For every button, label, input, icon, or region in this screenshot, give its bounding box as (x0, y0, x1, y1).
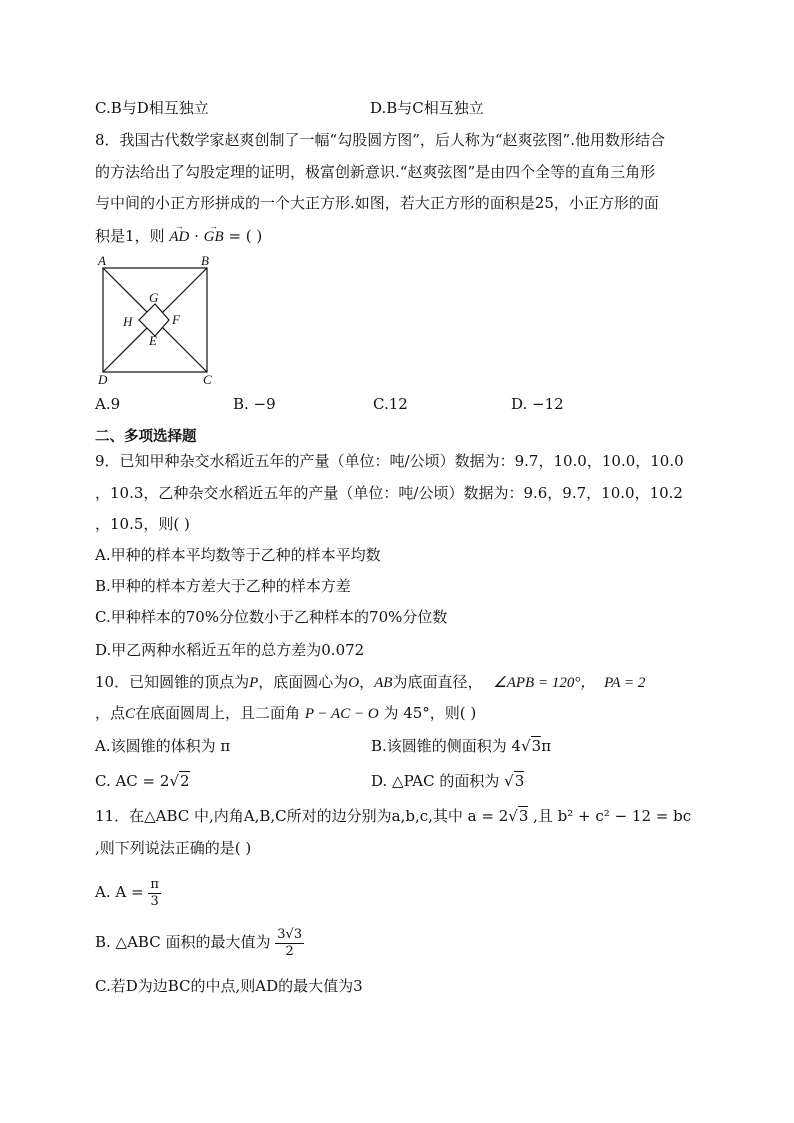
q9-stem-line2: ，10.3，乙种杂交水稻近五年的产量（单位：吨/公顷）数据为：9.6，9.7，10.0，10.2 (95, 484, 683, 502)
q10-option-a: A.该圆锥的体积为 π (95, 737, 231, 755)
q11-option-c: C.若D为边BC的中点,则AD的最大值为3 (95, 977, 363, 995)
q10-text-f: 在底面圆周上，且二面角 (135, 704, 305, 722)
q10-var-p: P (249, 675, 259, 691)
dot-product-symbol: · (194, 227, 199, 245)
q8-stem-line1: 8．我国古代数学家赵爽创制了一幅“勾股圆方图”，后人称为“赵爽弦图”.他用数形结合 (95, 131, 665, 149)
q8-stem-line2: 的方法给出了勾股定理的证明，极富创新意识.“赵爽弦图”是由四个全等的直角三角形 (95, 163, 656, 181)
q11-option-b (95, 923, 304, 961)
q11-option-b-denominator: 2 (285, 943, 294, 959)
q10-option-d-radicand: 3 (514, 772, 525, 790)
q10-option-b-radicand: 3 (531, 737, 542, 755)
q10-text-c: ， (359, 673, 375, 691)
q8-stem-line4 (95, 226, 262, 247)
q10-text-g: 为 45°，则( ) (378, 704, 477, 722)
q11-option-b-text: B. △ABC 面积的最大值为 (95, 933, 271, 951)
q11-text-a: 11．在△ABC 中,内角A,B,C所对的边分别为a,b,c,其中 a = 2 (95, 807, 509, 825)
q10-dihedral: P − AC − O (304, 706, 379, 722)
vector-gb: → GB (204, 227, 224, 247)
q11-stem-line1: 11．在△ABC 中,内角A,B,C所对的边分别为a,b,c,其中 a = 2√3 ,且 b² + c² − 12 = bc (95, 807, 692, 825)
q8-answer-blank: = ( ) (228, 227, 263, 245)
q11-option-a-numerator: π (150, 876, 159, 892)
q10-var-o: O (348, 675, 360, 691)
q9-option-d: D.甲乙两种水稻近五年的总方差为0.072 (95, 641, 365, 659)
q11-option-a-text: A. A = (95, 883, 144, 901)
q10-option-d: D. △PAC 的面积为 √3 (371, 772, 525, 790)
q10-stem-line1 (95, 672, 645, 693)
q10-option-c-radicand: 2 (180, 772, 190, 790)
q8-option-c: C.12 (373, 395, 408, 413)
q10-stem-line2 (95, 703, 476, 724)
q10-text-b: ，底面圆心为 (258, 673, 349, 691)
q9-option-b: B.甲种的样本方差大于乙种的样本方差 (95, 577, 351, 595)
zhao-shuang-figure (92, 254, 222, 386)
label-g: G (149, 290, 159, 305)
q11-radicand: 3 (518, 807, 529, 825)
q9-stem-line3: ，10.5，则( ) (95, 515, 190, 533)
label-d: D (98, 372, 108, 386)
q10-option-d-text: D. △PAC 的面积为 (371, 772, 505, 790)
q10-option-b-text: B.该圆锥的侧面积为 4 (371, 737, 522, 755)
q9-option-c: C.甲种样本的70%分位数小于乙种样本的70%分位数 (95, 608, 448, 626)
q8-option-d: D. −12 (511, 395, 564, 413)
q10-angle: ∠APB = 120°， (493, 675, 596, 691)
q11-option-a-fraction (148, 877, 161, 910)
label-h: H (123, 314, 133, 329)
label-a: A (98, 254, 106, 268)
q10-var-c: C (125, 706, 136, 722)
q9-stem-line1: 9．已知甲种杂交水稻近五年的产量（单位：吨/公顷）数据为：9.7，10.0，10.0，10.0 (95, 452, 684, 470)
q11-text-b: ,且 b² + c² − 12 = bc (528, 807, 692, 825)
q9-option-a: A.甲种的样本平均数等于乙种的样本平均数 (95, 546, 381, 564)
q11-stem-line2: ,则下列说法正确的是( ) (95, 839, 252, 857)
q10-option-c: C. AC = 2√2 (95, 772, 190, 790)
label-b: B (201, 254, 209, 268)
vector-ad: → AD (169, 227, 189, 247)
q10-option-c-text: C. AC = 2 (95, 772, 170, 790)
q8-stem-line4-text: 积是1，则 (95, 227, 165, 245)
q8-option-b: B. −9 (233, 395, 276, 413)
q10-option-b-pi: π (541, 737, 552, 755)
q11-option-a (95, 874, 161, 910)
q10-var-ab: AB (374, 675, 393, 691)
q10-text-d: 为底面直径， (392, 673, 483, 691)
q10-text-e: ，点 (95, 704, 126, 722)
q11-option-b-fraction (275, 927, 304, 960)
q10-option-b: B.该圆锥的侧面积为 4√3π (371, 737, 552, 755)
section-heading: 二、多项选择题 (95, 429, 197, 445)
q8-option-a: A.9 (95, 395, 121, 413)
q10-text-a: 10．已知圆锥的顶点为 (95, 673, 250, 691)
label-e: E (149, 333, 157, 348)
q8-stem-line3: 与中间的小正方形拼成的一个大正方形.如图，若大正方形的面积是25，小正方形的面 (95, 194, 659, 212)
label-c: C (203, 372, 212, 386)
q11-option-a-denominator: 3 (150, 893, 159, 909)
q7-option-c: C.B与D相互独立 (95, 99, 209, 117)
q11-option-b-numerator: 3√3 (277, 926, 303, 942)
q7-option-d: D.B与C相互独立 (370, 99, 484, 117)
label-f: F (172, 312, 180, 327)
q10-pa: PA = 2 (604, 675, 646, 691)
